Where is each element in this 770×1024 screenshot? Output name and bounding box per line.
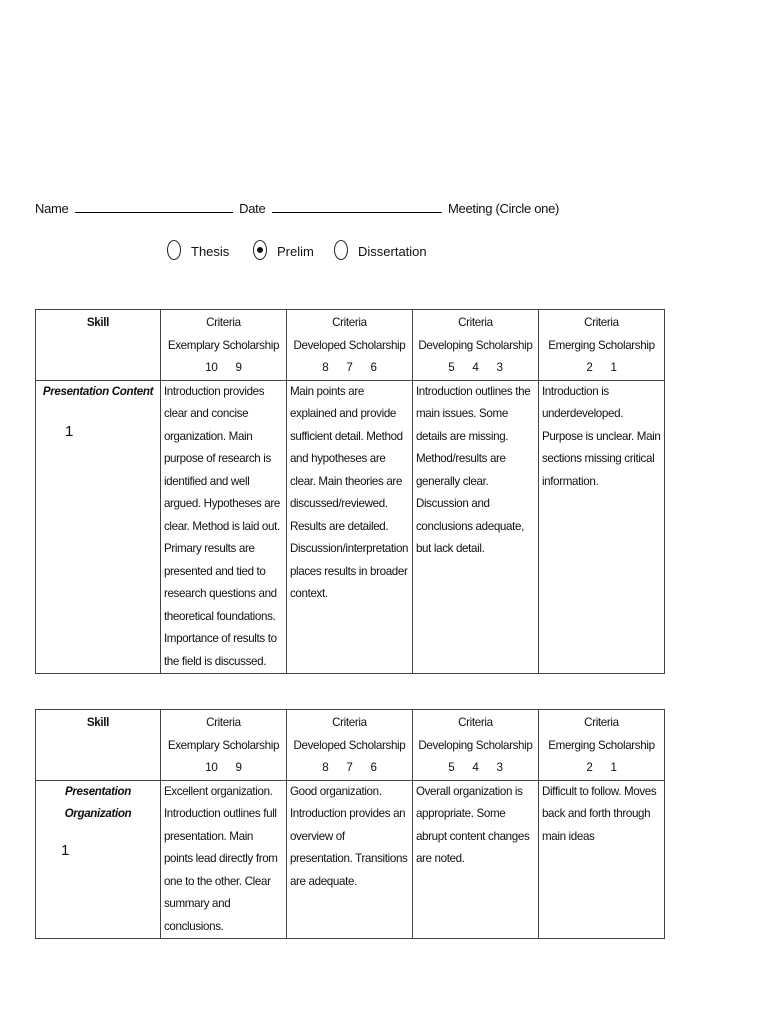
option-thesis[interactable] — [167, 240, 229, 260]
criteria-label: Criteria — [332, 716, 367, 729]
criteria-label: Criteria — [206, 716, 241, 729]
skill-name: Presentation Organization — [64, 784, 132, 820]
criteria-label: Criteria — [584, 716, 619, 729]
form-header-line — [35, 200, 559, 216]
meeting-options — [0, 240, 770, 276]
criteria-title: Exemplary Scholarship — [167, 338, 280, 352]
table-header-row — [36, 710, 665, 781]
criteria-title: Exemplary Scholarship — [167, 738, 280, 752]
criteria-header-developing: Criteria Developing Scholarship 5 4 3 — [412, 710, 538, 781]
criteria-cell: Introduction provides clear and concise organization. Main purpose of research is identified and well argued. Hypotheses are clear. Method is laid out. Primary results are presented and tied to research questions and theoretical foundations. Importance of results to the field is discussed. — [160, 380, 286, 674]
criteria-cell: Introduction outlines the main issues. Some details are missing. Method/results are generally clear. Discussion and conclusions adequate, but lack detail. — [412, 380, 538, 674]
criteria-header-emerging: Criteria Emerging Scholarship 2 1 — [538, 710, 664, 781]
criteria-cell: Excellent organization. Introduction outlines full presentation. Main points lead directly from one to the other. Clear summary and conclusions. — [160, 780, 286, 939]
criteria-cell: Main points are explained and provide sufficient detail. Method and hypotheses are clear. Main theories are discussed/reviewed. Results are detailed. Discussion/interpretation places results in broader context. — [286, 380, 412, 674]
option-dissertation[interactable] — [334, 240, 427, 260]
criteria-cell: Difficult to follow. Moves back and forth through main ideas — [538, 780, 664, 939]
criteria-header-emerging: Criteria Emerging Scholarship 2 1 — [538, 310, 664, 381]
criteria-label: Criteria — [332, 316, 367, 329]
criteria-header-exemplary: Criteria Exemplary Scholarship 10 9 — [160, 310, 286, 381]
criteria-title: Emerging Scholarship — [548, 738, 655, 752]
skill-header: Skill — [36, 310, 161, 381]
criteria-title: Developed Scholarship — [293, 338, 406, 352]
name-label: Name — [35, 201, 69, 216]
rubric-table-organization — [35, 709, 665, 939]
radio-dissertation[interactable] — [334, 240, 348, 260]
skill-cell — [36, 380, 161, 674]
table-row — [36, 380, 665, 674]
radio-thesis[interactable] — [167, 240, 181, 260]
criteria-header-developed: Criteria Developed Scholarship 8 7 6 — [286, 710, 412, 781]
option-prelim[interactable] — [253, 240, 314, 260]
criteria-title: Emerging Scholarship — [548, 338, 655, 352]
option-dissertation-label: Dissertation — [358, 244, 427, 259]
criteria-label: Criteria — [206, 316, 241, 329]
criteria-header-developed: Criteria Developed Scholarship 8 7 6 — [286, 310, 412, 381]
criteria-title: Developing Scholarship — [418, 338, 533, 352]
criteria-title: Developed Scholarship — [293, 738, 406, 752]
name-field[interactable] — [75, 200, 233, 213]
skill-header: Skill — [36, 710, 161, 781]
table-header-row — [36, 310, 665, 381]
criteria-cell: Introduction is underdeveloped. Purpose is unclear. Main sections missing critical information. — [538, 380, 664, 674]
criteria-label: Criteria — [584, 316, 619, 329]
rubric-table-content — [35, 309, 665, 674]
criteria-header-developing: Criteria Developing Scholarship 5 4 3 — [412, 310, 538, 381]
criteria-label: Criteria — [458, 316, 493, 329]
meeting-label: Meeting (Circle one) — [448, 201, 560, 216]
date-field[interactable] — [272, 200, 442, 213]
skill-score: 1 — [65, 423, 73, 440]
option-prelim-label: Prelim — [277, 244, 314, 259]
criteria-header-exemplary: Criteria Exemplary Scholarship 10 9 — [160, 710, 286, 781]
skill-score: 1 — [61, 841, 69, 859]
radio-prelim[interactable] — [253, 240, 267, 260]
skill-name: Presentation Content — [42, 384, 154, 398]
criteria-cell: Good organization. Introduction provides an overview of presentation. Transitions are adequate. — [286, 780, 412, 939]
table-row — [36, 780, 665, 939]
skill-cell — [36, 780, 161, 939]
option-thesis-label: Thesis — [191, 244, 230, 259]
criteria-title: Developing Scholarship — [418, 738, 533, 752]
criteria-label: Criteria — [458, 716, 493, 729]
criteria-cell: Overall organization is appropriate. Some abrupt content changes are noted. — [412, 780, 538, 939]
date-label: Date — [239, 201, 266, 216]
